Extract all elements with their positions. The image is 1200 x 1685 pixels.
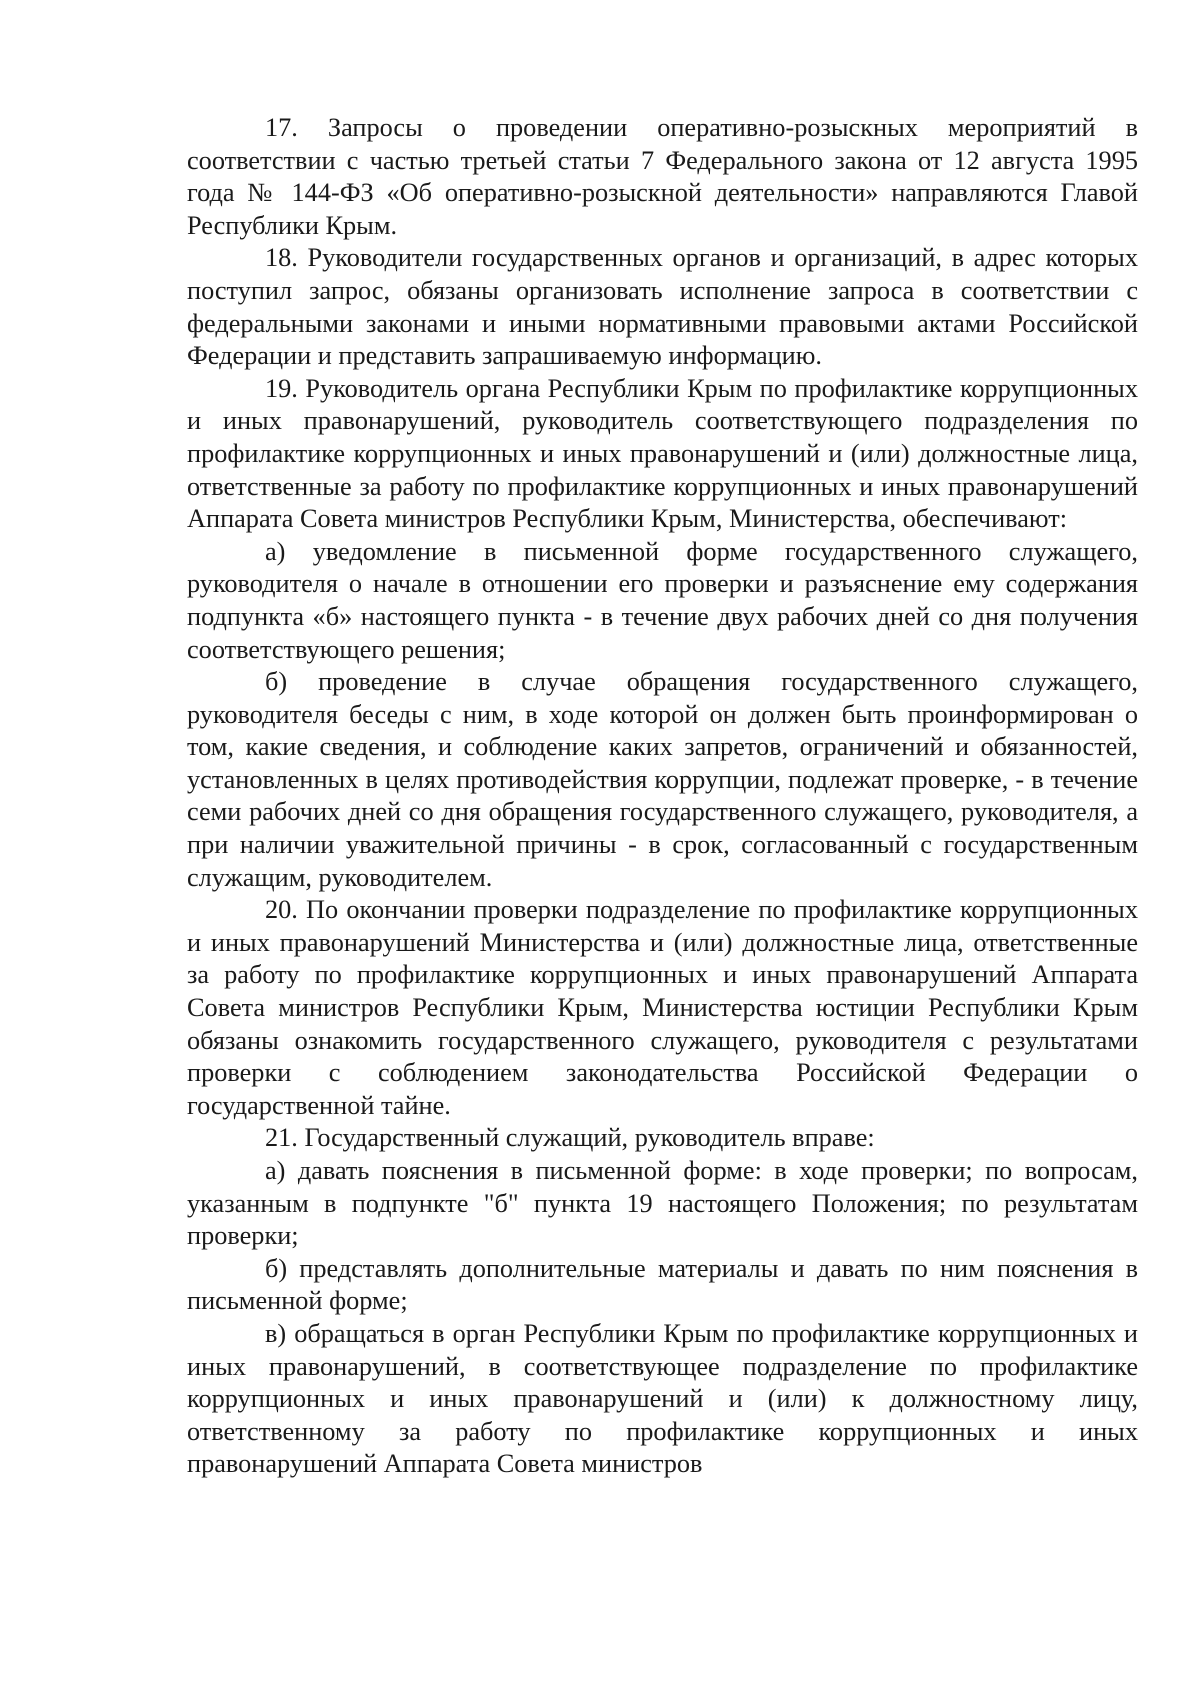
paragraph-19-b: б) проведение в случае обращения государственного служащего, руководителя беседы с ним, в ходе которой он должен быть проинформирован о том, какие сведения, и соблюдение каких запретов, ограничений и обязанностей, установленных в целях противодействия коррупции, подлежат проверке, - в течение семи рабочих дней со дня обращения государственного служащего, руководителя, а при наличии уважительной причины - в срок, согласованный с государственным служащим, руководителем. <box>187 667 1138 892</box>
paragraph-18: 18. Руководители государственных органов и организаций, в адрес которых поступил запрос, обязаны организовать исполнение запроса в соответствии с федеральными законами и иными нормативными правовыми актами Российской Федерации и представить запрашиваемую информацию. <box>187 243 1138 371</box>
paragraph-21-v: в) обращаться в орган Республики Крым по профилактике коррупционных и иных правонарушений, в соответствующее подразделение по профилактике коррупционных и иных правонарушений и (или) к должностному лицу, ответственному за работу по профилактике коррупционных и иных правонарушений Аппарата Совета министров <box>187 1318 1138 1479</box>
paragraph-21-b: б) представлять дополнительные материалы и давать по ним пояснения в письменной форме; <box>187 1253 1138 1316</box>
paragraph-19-a: а) уведомление в письменной форме государственного служащего, руководителя о начале в отношении его проверки и разъяснение ему содержания подпункта «б» настоящего пункта - в течение двух рабочих дней со дня получения соответствующего решения; <box>187 536 1138 664</box>
paragraph-21-a: а) давать пояснения в письменной форме: в ходе проверки; по вопросам, указанным в подпункте "б" пункта 19 настоящего Положения; по результатам проверки; <box>187 1156 1138 1251</box>
paragraph-21: 21. Государственный служащий, руководитель вправе: <box>265 1123 875 1153</box>
paragraph-17: 17. Запросы о проведении оперативно-розыскных мероприятий в соответствии с частью третьей статьи 7 Федерального закона от 12 августа 1995 года № 144-ФЗ «Об оперативно-розыскной деятельности» направляются Главой Республики Крым. <box>187 113 1138 240</box>
document-body <box>187 112 1138 1481</box>
paragraph-19: 19. Руководитель органа Республики Крым по профилактике коррупционных и иных правонарушений, руководитель соответствующего подразделения по профилактике коррупционных и иных правонарушений и (или) должностные лица, ответственные за работу по профилактике коррупционных и иных правонарушений Аппарата Совета министров Республики Крым, Министерства, обеспечивают: <box>187 373 1138 534</box>
paragraph-20: 20. По окончании проверки подразделение по профилактике коррупционных и иных правонарушений Министерства и (или) должностные лица, ответственные за работу по профилактике коррупционных и иных правонарушений Аппарата Совета министров Республики Крым, Министерства юстиции Республики Крым обязаны ознакомить государственного служащего, руководителя с результатами проверки с соблюдением законодательства Российской Федерации о государственной тайне. <box>187 895 1138 1120</box>
